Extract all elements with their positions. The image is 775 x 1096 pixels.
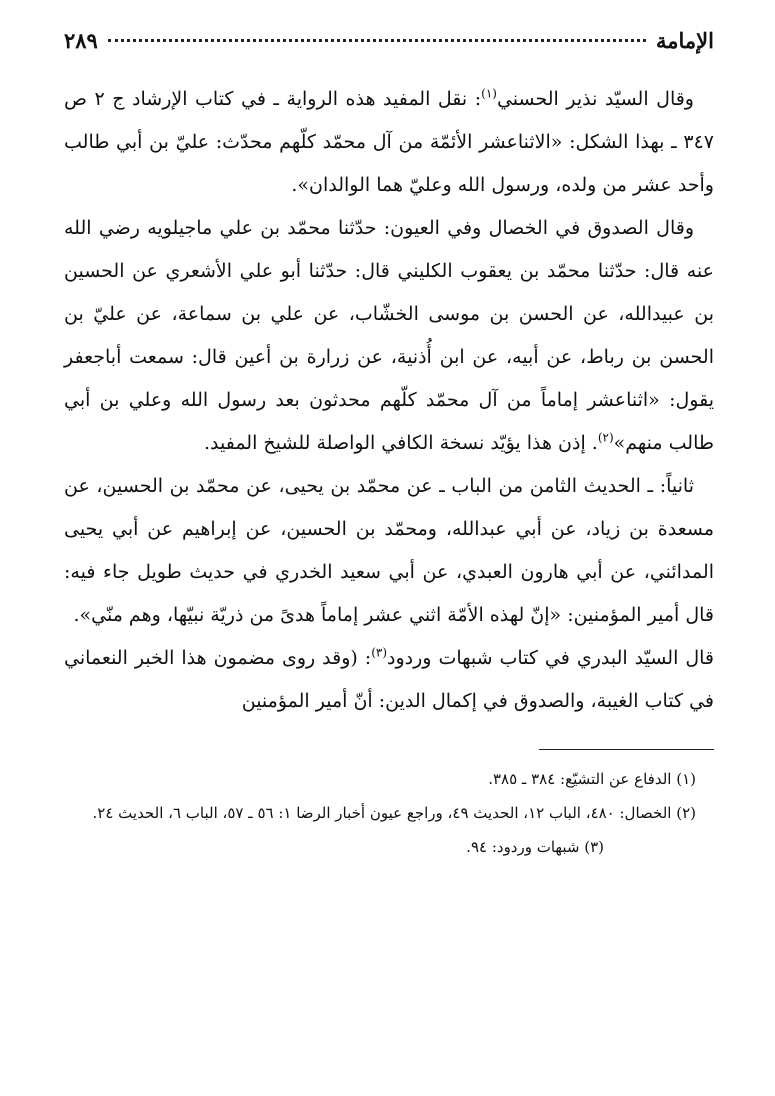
paragraph-3 <box>64 465 714 637</box>
paragraph-4-text-b: : (وقد روى مضمون هذا الخبر النعماني في كتاب الغيبة، والصدوق في إكمال الدين: أنّ أمير المؤمنين‏ <box>64 647 714 712</box>
paragraph-1-text-b: : نقل المفيد هذه الرواية ـ في كتاب الإرشاد ج ٢ ص ٣٤٧ ـ بهذا الشكل: «الاثناعشر الأئمّة من آل محمّد كلّهم محدّث: عليّ بن أبي طالب‏‏ وأحد عشر من ولده، ورسول الله وعليّ هما الوالدان». <box>64 88 714 196</box>
footnote-separator <box>539 749 714 750</box>
paragraph-2 <box>64 207 714 465</box>
paragraph-4-text-a: قال السيّد البدري في كتاب شبهات وردود <box>387 647 714 669</box>
footnote-ref-1: (١) <box>481 86 497 101</box>
header-dotted-leader <box>108 39 646 42</box>
footnote-3: (٣) شبهات وردود: ٩٤. <box>466 838 604 856</box>
footnote-1: (١) الدفاع عن التشيّع: ٣٨٤ ـ ٣٨٥. <box>488 770 696 788</box>
paragraph-3-text: ثانياً: ـ الحديث الثامن من الباب ـ عن محمّد بن يحيى، عن محمّد بن الحسين، عن مسعدة بن زياد، عن أبي عبدالله، ومحمّد بن الحسين، عن إبراهيم عن أبي يحيى المدائني، عن أبي هارون العبدي، عن أبي سعيد الخدري في حديث طويل جاء فيه: قال أمير المؤمنين‏: «إنّ لهذه الأمّة اثني عشر إماماً هدىً من ذريّة نبيّها، وهم منّي». <box>64 475 714 626</box>
paragraph-4 <box>64 637 714 723</box>
footnote-ref-3: (٣) <box>371 645 388 660</box>
footnote-2: (٢) الخصال: ٤٨٠، الباب ١٢، الحديث ٤٩، وراجع عيون أخبار الرضا‏ ١: ٥٦ ـ ٥٧، الباب ٦، الحديث ٢٤. <box>92 804 696 822</box>
paragraph-1 <box>64 78 714 207</box>
body-text <box>64 78 714 723</box>
footnote-3-row <box>64 830 714 864</box>
paragraph-1-text-a: وقال السيّد نذير الحسني <box>496 88 694 110</box>
running-header <box>64 28 714 68</box>
paragraph-2-text-b: . إذن هذا يؤيّد نسخة الكافي الواصلة للشيخ المفيد‏. <box>203 432 598 454</box>
page-number: ٢٨٩ <box>64 28 98 53</box>
header-title: الإمامة <box>656 28 714 53</box>
book-page <box>64 28 714 864</box>
footnotes <box>64 762 714 864</box>
paragraph-2-text-a: وقال الصدوق‏ في الخصال وفي العيون: حدّثنا محمّد بن علي ماجيلويه رضي الله عنه قال: حدّثنا محمّد بن يعقوب الكليني قال: حدّثنا أبو علي الأشعري عن الحسين بن عبيدالله، عن الحسن بن موسى الخشّاب، عن علي بن سماعة، عن عليّ بن الحسن بن رباط، عن أبيه، عن ابن أُذنية، عن زرارة بن أعين قال: سمعت أباجعفر‏ يقول: «اثناعشر إماماً من آل محمّد‏ كلّهم محدثون بعد رسول الله‏ وعلي بن أبي طالب‏ منهم» <box>64 217 714 454</box>
footnote-ref-2: (٢) <box>597 430 614 445</box>
